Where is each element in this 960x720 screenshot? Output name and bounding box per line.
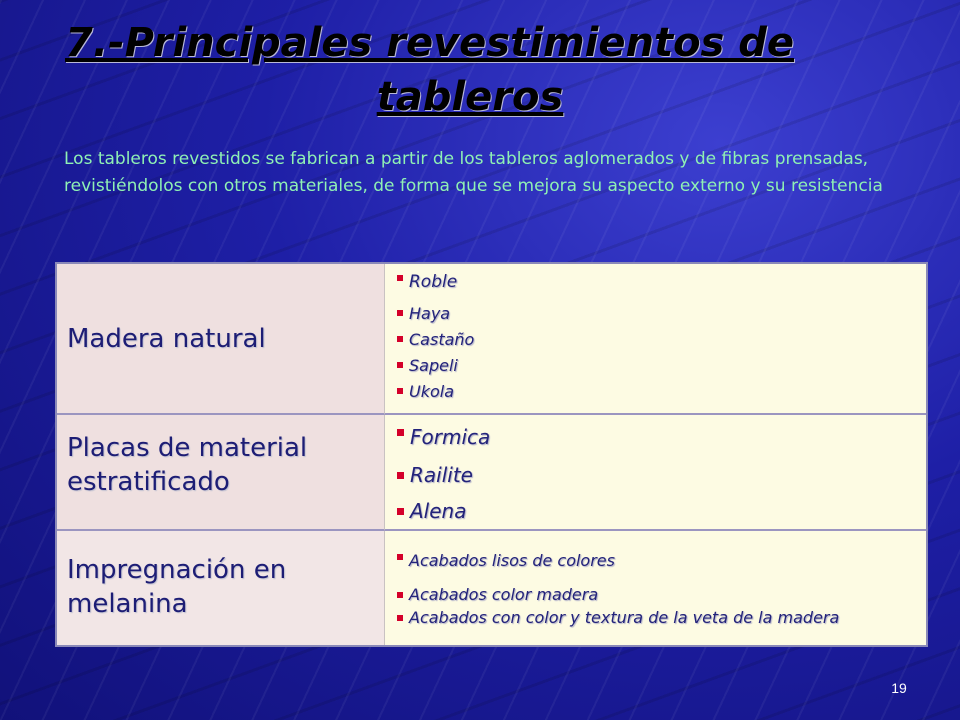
list-item-label: Ukola [409, 381, 455, 401]
slide-title-line-2: tableros [376, 74, 564, 120]
bullet-icon [397, 508, 404, 515]
list-item-label: Railite [410, 463, 473, 487]
list-item [397, 531, 926, 583]
list-item-label: Acabados lisos de colores [409, 551, 615, 570]
list-item-label: Sapeli [409, 355, 458, 375]
page-number: 19 [891, 680, 907, 696]
bullet-icon [397, 362, 403, 368]
list-item [397, 583, 926, 606]
list-item [397, 300, 926, 326]
list-item-label: Acabados color madera [409, 585, 599, 604]
category-cell-impregnacion-melanina: Impregnación en melanina [57, 531, 385, 645]
list-item-label: Castaño [409, 329, 475, 349]
category-cell-placas-estratificado: Placas de material estratificado [57, 415, 385, 531]
category-cell-madera-natural: Madera natural [57, 264, 385, 415]
bullet-icon [397, 310, 403, 316]
list-item-label: Formica [410, 425, 491, 449]
slide-title [40, 16, 900, 124]
coatings-table [55, 262, 928, 647]
list-item [397, 264, 926, 300]
list-item [397, 326, 926, 352]
list-item [397, 378, 926, 404]
list-item-label: Haya [409, 303, 451, 323]
bullet-icon [397, 429, 404, 436]
list-item-label: Roble [409, 272, 458, 292]
slide-title-line-1: 7.-Principales revestimientos de [65, 20, 795, 66]
list-item [397, 352, 926, 378]
items-cell-impregnacion-melanina [385, 531, 926, 645]
items-cell-madera-natural [385, 264, 926, 415]
list-item-label: Alena [410, 499, 467, 523]
bullet-icon [397, 388, 403, 394]
bullet-icon [397, 554, 403, 560]
bullet-icon [397, 592, 403, 598]
list-item [397, 457, 926, 493]
intro-paragraph: Los tableros revestidos se fabrican a partir de los tableros aglomerados y de fibras prensadas, revistiéndolos con otros materiales, de forma que se mejora su aspecto externo y su resistencia [64, 149, 883, 196]
list-item-label: Acabados con color y textura de la veta de la madera [409, 608, 840, 627]
list-item [397, 415, 926, 457]
bullet-icon [397, 472, 404, 479]
list-item [397, 493, 926, 529]
list-item [397, 606, 926, 629]
bullet-icon [397, 336, 403, 342]
items-cell-placas-estratificado [385, 415, 926, 531]
bullet-icon [397, 275, 403, 281]
bullet-icon [397, 615, 403, 621]
